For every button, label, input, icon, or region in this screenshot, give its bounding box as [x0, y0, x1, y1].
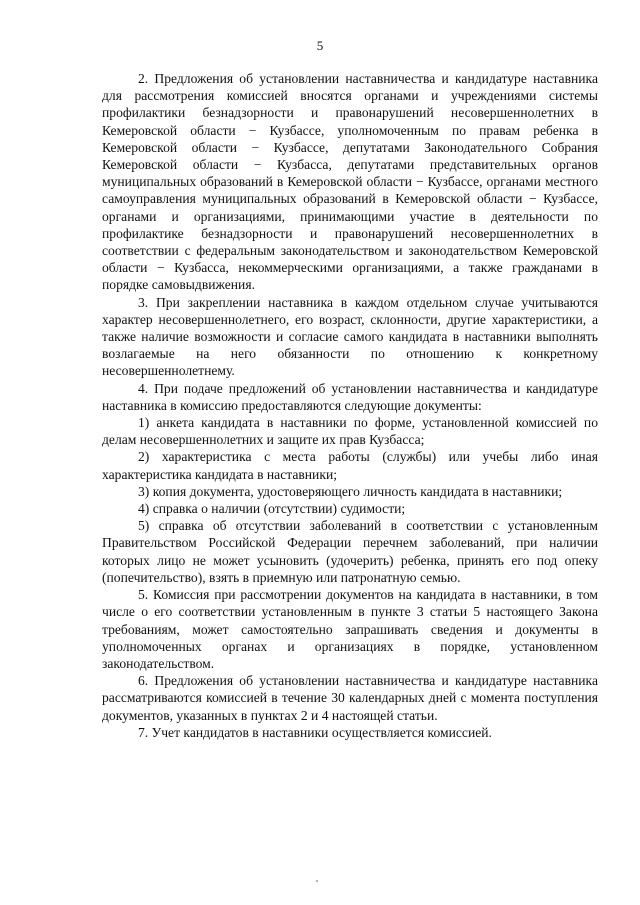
paragraph-item-3: 3. При закреплении наставника в каждом отдельном случае учитываются характер несовершеннолетнего, его возраст, склонности, другие характеристики, а также наличие возможности и согласие самого кандидата в наставники выполнять возлагаемые на него обязанности по отношению к конкретному несовершеннолетнему. [102, 294, 598, 379]
paragraph-item-2: 2. Предложения об установлении наставничества и кандидатуре наставника для рассмотрения комиссией вносятся органами и учреждениями системы профилактики безнадзорности и правонарушений несовершеннолетних в Кемеровской области − Кузбассе, уполномоченным по правам ребенка в Кемеровской области − Кузбассе, депутатами Законодательного Собрания Кемеровской области − Кузбасса, депутатами представительных органов муниципальных образований в Кемеровской области − Кузбассе, органами местного самоуправления муниципальных образований в Кемеровской области − Кузбассе, органами и организациями, принимающими участие в деятельности по профилактике безнадзорности и правонарушений несовершеннолетних в соответствии с федеральным законодательством и законодательством Кемеровской области − Кузбасса, некоммерческими организациями, а также гражданами в порядке самовыдвижения. [102, 71, 598, 293]
scan-artifact-dot [316, 880, 318, 882]
list-item-2: 2) характеристика с места работы (службы) или учебы либо иная характеристика кандидата в наставники; [102, 449, 598, 482]
document-body [102, 70, 598, 741]
list-item-3: 3) копия документа, удостоверяющего личность кандидата в наставники; [138, 483, 563, 499]
list-item-1: 1) анкета кандидата в наставники по форме, установленной комиссией по делам несовершеннолетних и защите их прав Кузбасса; [102, 415, 598, 448]
paragraph-item-6: 6. Предложения об установлении наставничества и кандидатуре наставника рассматриваются комиссией в течение 30 календарных дней с момента поступления документов, указанных в пунктах 2 и 4 настоящей статьи. [102, 673, 598, 723]
page-number: 5 [316, 38, 324, 53]
list-item-5: 5) справка об отсутствии заболеваний в соответствии с установленным Правительством Российской Федерации перечнем заболеваний, при наличии которых лицо не может усыновить (удочерить) ребенка, принять его под опеку (попечительство), взять в приемную или патронатную семью. [102, 518, 598, 585]
list-item-4: 4) справка о наличии (отсутствии) судимости; [138, 501, 406, 517]
paragraph-item-5: 5. Комиссия при рассмотрении документов на кандидата в наставники, в том числе о его соответствии установленным в пункте 3 статьи 5 настоящего Закона требованиям, может самостоятельно запрашивать сведения и документы в уполномоченных органах и организациях в порядке, установленном законодательством. [102, 587, 598, 671]
paragraph-item-4: 4. При подаче предложений об установлении наставничества и кандидатуре наставника в комиссию предоставляются следующие документы: [102, 380, 598, 413]
paragraph-item-7: 7. Учет кандидатов в наставники осуществляется комиссией. [138, 724, 492, 740]
